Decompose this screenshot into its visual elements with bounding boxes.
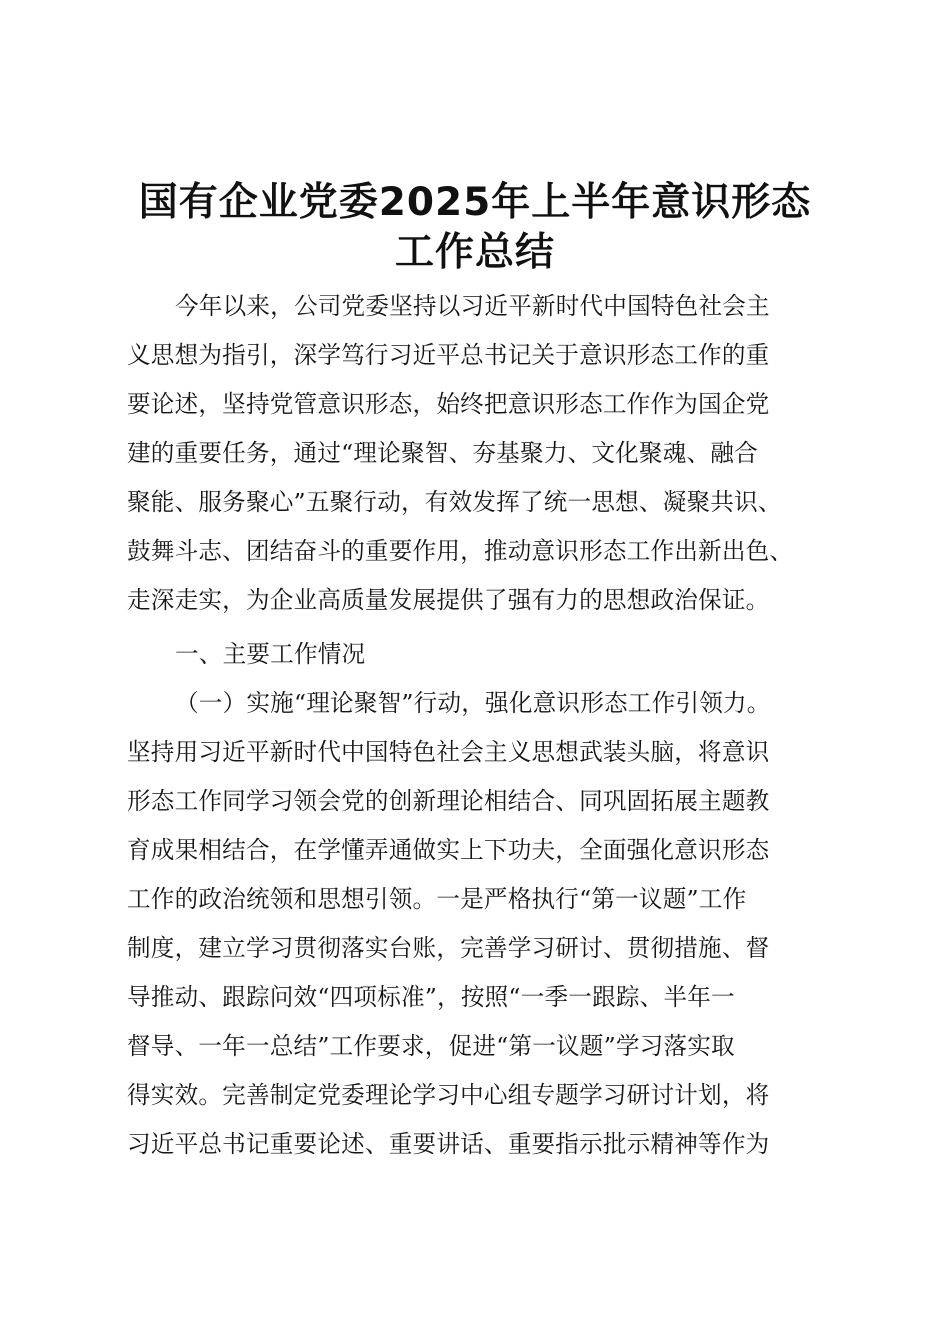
body-line: 形态工作同学习领会党的创新理论相结合、同巩固拓展主题教	[127, 787, 770, 815]
body-line: 工作的政治统领和思想引领。一是严格执行“第一议题”工作	[127, 885, 747, 913]
body-line: 得实效。完善制定党委理论学习中心组专题学习研讨计划，将	[127, 1081, 770, 1109]
body-line: 走深走实，为企业高质量发展提供了强有力的思想政治保证。	[127, 586, 770, 614]
body-line: 聚能、服务聚心”五聚行动，有效发挥了统一思想、凝聚共识、	[127, 488, 782, 516]
body-line: 建的重要任务，通过“理论聚智、夯基聚力、文化聚魂、融合	[127, 439, 758, 467]
body-line: 义思想为指引，深学笃行习近平总书记关于意识形态工作的重	[127, 341, 770, 369]
section-heading: 一、主要工作情况	[175, 640, 366, 668]
body-line: 坚持用习近平新时代中国特色社会主义思想武装头脑，将意识	[127, 738, 770, 766]
body-line: 导推动、跟踪问效“四项标准”，按照“一季一跟踪、半年一	[127, 983, 735, 1011]
body-line: 鼓舞斗志、团结奋斗的重要作用，推动意识形态工作出新出色、	[127, 537, 794, 565]
subsection-heading: （一）实施“理论聚智”行动，强化意识形态工作引领力。	[175, 689, 771, 717]
body-line: 育成果相结合，在学懂弄通做实上下功夫，全面强化意识形态	[127, 836, 770, 864]
body-line: 督导、一年一总结”工作要求，促进“第一议题”学习落实取	[127, 1032, 735, 1060]
body-line: 制度，建立学习贯彻落实台账，完善学习研讨、贯彻措施、督	[127, 934, 770, 962]
title-line-1: 国有企业党委2025年上半年意识形态	[138, 180, 812, 225]
body-line: 习近平总书记重要论述、重要讲话、重要指示批示精神等作为	[127, 1130, 770, 1158]
body-line: 今年以来，公司党委坚持以习近平新时代中国特色社会主	[175, 292, 770, 320]
title-line-2: 工作总结	[394, 230, 555, 275]
document-title	[100, 178, 850, 278]
body-line: 要论述，坚持党管意识形态，始终把意识形态工作作为国企党	[127, 390, 770, 418]
